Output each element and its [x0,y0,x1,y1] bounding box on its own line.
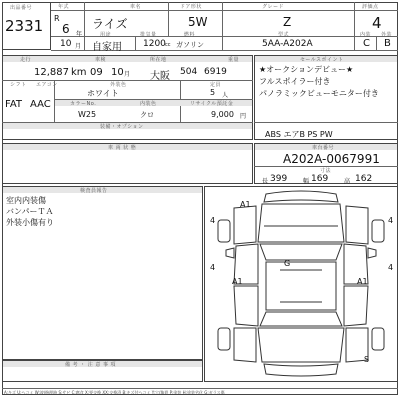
length-label: 長 [262,178,269,185]
trim-value: クロ [140,111,154,119]
cc-header: 排気量 [140,32,157,38]
chassis-header: 車台番号 [312,145,335,151]
height-value: 162 [355,174,373,184]
mark-g-windshield: G [284,259,291,268]
interior-value: C [363,38,370,49]
mileage-header: 走行 [20,57,32,63]
year-era: R [54,14,60,23]
sales-point-line-2: フルスポイラー付き [259,77,331,86]
mark-a1-right: A1 [357,277,368,286]
condition-header: 車 両 状 態 [108,145,137,151]
shift-value: FAT [5,99,23,110]
ac-value: AAC [30,99,51,110]
sales-point-line-3: パノラミックビューモニター付き [259,89,379,98]
year-unit: 年 [76,31,83,38]
equipment-header: 装備・オプション [100,124,144,130]
weight-header: 重量 [228,57,240,63]
grade-header: グレード [262,4,285,10]
length-value: 399 [270,174,288,184]
reg-number: 504 [180,67,198,77]
width-label: 幅 [303,178,310,185]
inspection-month: 10 [111,67,124,78]
body-color-value: ホワイト [87,89,119,98]
cc-value: 1200 [143,39,166,49]
fuel-header: 燃料 [184,32,196,38]
recycle-unit: 円 [240,113,247,120]
mark-4-rear-right: 4 [388,263,394,272]
score-value: 4 [372,14,382,32]
fuel-value: ガソリン [176,41,204,49]
inspector-note-3: 外装小傷有り [6,218,54,227]
exterior-value: B [384,38,391,49]
score-header: 評価点 [362,4,379,10]
model-name: ライズ [92,17,128,31]
type-value: 5AA-A202A [262,39,313,49]
interior-header: 内装 [360,32,372,38]
model-header: 車名 [130,4,142,10]
inspection-header: 車検 [95,57,107,63]
inspector-note-2: バンパーＴＡ [6,207,54,216]
year-month: 10 [60,39,72,49]
size-header: 寸法 [320,168,332,174]
mark-a1-front: A1 [240,200,251,209]
ac-header: エアコン [36,82,58,88]
year-month-unit: 月 [75,43,82,50]
doors-header: ドア形状 [180,4,202,10]
equipment-value: ABS エアB PS PW [265,130,333,139]
cc-unit: cc [165,42,171,48]
location-header: 所在地 [150,57,167,63]
shift-header: シフト [10,82,27,88]
mark-s-rear: S [364,355,370,364]
grade-value: Z [283,15,292,29]
inspection-unit: 月 [124,71,131,78]
notes-header: 備 考 ・ 注 意 事 項 [65,362,117,368]
height-label: 高 [344,178,351,185]
location-value: 大阪 [150,71,170,82]
mileage-unit: km [71,67,87,78]
seats-value: 5 [210,88,216,97]
exterior-header: 外装 [381,32,393,38]
sales-point-line-1: ★オークションデビュー★ [259,65,354,74]
type-header: 型式 [278,32,290,38]
mark-4-rear-left: 4 [210,263,216,272]
year-header: 年式 [58,4,70,10]
chassis-number: A202A-0067991 [283,152,380,166]
lot-header: 出品番号 [10,5,33,11]
usage-header: 用途 [100,32,112,38]
inspector-note-1: 室内内装傷 [6,196,46,205]
mark-4-front-right: 4 [388,216,394,225]
mileage-value: 12,887 [34,67,69,78]
seats-unit: 人 [222,92,229,99]
body-color-header: 外装色 [110,82,127,88]
inspector-notes-header: 検査員報告 [80,188,108,194]
trim-header: 内装色 [140,101,157,107]
seats-header: 定員 [210,82,222,88]
color-code-header: カラーNo. [70,101,97,107]
recycle-value: 9,000 [211,110,234,119]
year-num: 6 [62,22,70,36]
sales-point-header: セールスポイント [300,57,344,63]
reg-number-2: 6919 [204,67,227,77]
mark-4-front-left: 4 [210,216,216,225]
recycle-header: リサイクル預託金 [190,101,234,107]
usage-value: 自家用 [92,42,122,53]
doors-value: 5W [188,15,208,29]
color-code-value: W25 [78,110,97,119]
lot-number: 2331 [5,17,44,35]
footer-legend: A:キズ U:ヘコミ W:波/修理跡 S:サビ C:腐食 X:要交換 XX:交換済 B:キズ付ヘコミ Y:穴/亀裂 P:塗装 H:塗装劣化 G:ガラス傷 [4,390,225,395]
inspection-year: 09 [90,67,103,78]
width-value: 169 [311,174,329,184]
mark-a1-left: A1 [232,277,243,286]
